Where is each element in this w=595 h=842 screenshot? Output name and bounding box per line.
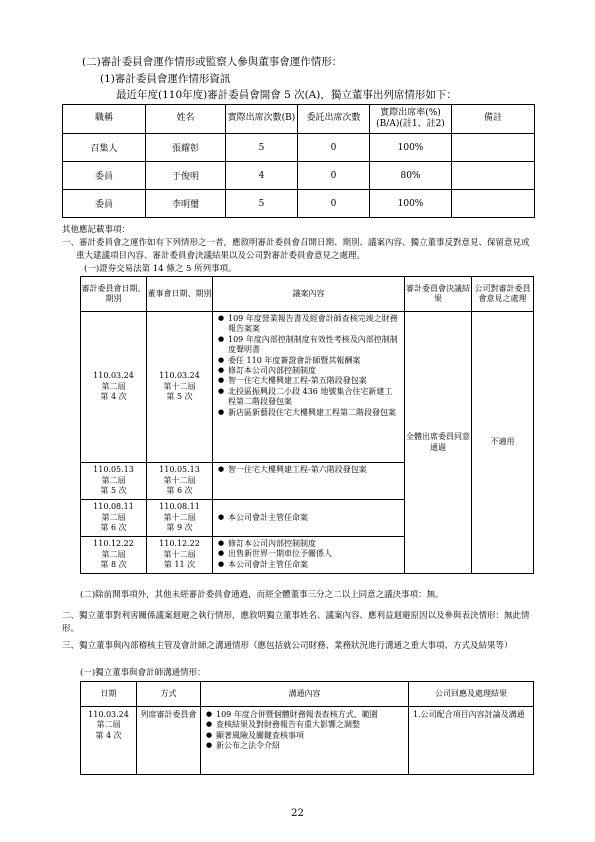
ac-date: 110.12.22: [93, 539, 134, 549]
communication-subheading: (一)獨立董事與會計師溝通情形：: [80, 668, 206, 678]
ac-date: 110.08.11: [93, 502, 134, 512]
agenda-list: [217, 513, 400, 523]
list-item: ● 智一住宅大樓興建工程-第五階段發包案: [228, 376, 400, 386]
ac-date: 110.05.13: [93, 465, 134, 475]
content-list: [205, 710, 404, 752]
list-item: ● 顯著風險及關鍵查核事項: [216, 731, 404, 741]
list-item: ● 修訂本公司內部控制制度: [228, 539, 400, 549]
bd-term: 第十二屆: [163, 512, 196, 522]
cell-proxy: 0: [298, 134, 370, 162]
col-method: 方式: [137, 682, 201, 707]
ac-term: 第二屆: [101, 381, 126, 391]
cell-bd-date: [147, 312, 213, 463]
cell-title: 召集人: [63, 134, 146, 162]
paragraph-communication: 三、獨立董事與內部稽核主管及會計師之溝通情形（應包括就公司財務、業務狀況進行溝通之重大事項、方式及結果等）: [62, 641, 513, 651]
meeting-summary: 最近年度(110年度)審計委員會開會 5 次(A)，獨立董事出列席情形如下：: [116, 89, 457, 101]
col-rate: 實際出席率(%)(B/A)(註1、註2): [370, 105, 452, 134]
cell-bd-date: [147, 500, 213, 537]
cell-ac-date: [81, 500, 147, 537]
audit-committee-table: [80, 276, 534, 574]
subsection-heading: (1)審計委員會運作情形資訊: [100, 73, 231, 85]
table-row: [81, 312, 534, 463]
bd-date: 110.12.22: [159, 539, 200, 549]
ac-term: 第二屆: [101, 512, 126, 522]
list-item: ● 新公布之法令介紹: [216, 741, 404, 751]
col-agenda: 議案內容: [213, 277, 405, 312]
cell-remarks: [452, 190, 535, 218]
cell-attended: 4: [226, 162, 298, 190]
bd-session: 第 9 次: [166, 523, 193, 533]
col-ac-date: 審計委員會日期、期別: [81, 277, 147, 312]
bd-date: 110.05.13: [159, 465, 200, 475]
agenda-list: [217, 314, 400, 418]
agenda-list: [217, 539, 400, 570]
bd-term: 第十二屆: [163, 549, 196, 559]
list-item: ● 109 年度內部控制制度有效性考核及內部控制制度聲明書: [228, 335, 400, 356]
ac-session: 第 4 次: [100, 392, 127, 402]
cell-rate: 80%: [370, 162, 452, 190]
cell-agenda: [213, 537, 405, 574]
cell-name: 于俊明: [146, 162, 226, 190]
bd-term: 第十二屆: [163, 475, 196, 485]
col-handling: 公司對審計委員會意見之處理: [472, 277, 534, 312]
col-proxy: 委託出席次數: [298, 105, 370, 134]
col-attended: 實際出席次數(B): [226, 105, 298, 134]
col-remarks: 備註: [452, 105, 535, 134]
cell-ac-date: [81, 463, 147, 500]
cell-title: 委員: [63, 162, 146, 190]
note-other-resolutions: (二)除前開事項外，其他未經審計委員會通過，而經全體董事三分之二以上同意之議決事項：無。: [80, 590, 444, 600]
cell-agenda: [213, 500, 405, 537]
other-matters-title: 其他應記載事項：: [62, 225, 131, 235]
col-result: 審計委員會決議結果: [405, 277, 472, 312]
list-item: ● 本公司會計主管任命案: [228, 513, 400, 523]
bd-term: 第十二屆: [163, 381, 196, 391]
ac-date: 110.03.24: [93, 371, 134, 381]
communication-table: [80, 681, 534, 775]
table-row: [63, 162, 535, 190]
col-name: 姓名: [146, 105, 226, 134]
attendance-table: [62, 104, 535, 218]
ac-term: 第二屆: [101, 549, 126, 559]
cell-proxy: 0: [298, 162, 370, 190]
col-response: 公司回應及處理結果: [409, 682, 534, 707]
cell-content: [201, 707, 409, 775]
cell-date: [81, 707, 137, 775]
col-bd-date: 董事會日期、期別: [147, 277, 213, 312]
bd-session: 第 11 次: [163, 560, 196, 570]
ac-session: 第 8 次: [100, 560, 127, 570]
cell-ac-date: [81, 312, 147, 463]
ac-term: 第二屆: [101, 475, 126, 485]
cell-attended: 5: [226, 134, 298, 162]
col-title: 職稱: [63, 105, 146, 134]
list-item: ● 修訂本公司內部控制制度: [228, 366, 400, 376]
list-item: ● 北投區振興段二小段 436 地號集合住宅新建工程第二階段發包案: [228, 387, 400, 408]
comm-header-row: [81, 682, 534, 707]
audit-header-row: [81, 277, 534, 312]
list-item: ● 智一住宅大樓興建工程-第六階段發包案: [228, 465, 400, 475]
bd-session: 第 5 次: [166, 392, 193, 402]
cell-attended: 5: [226, 190, 298, 218]
list-item: ● 109 年度營業報告書及經會計師查核完竣之財務報告案案: [228, 314, 400, 335]
bd-date: 110.03.24: [159, 371, 200, 381]
section-heading: (二)審計委員會運作情形或監察人參與董事會運作情形：: [82, 56, 343, 68]
list-item: ● 新店區新藝段住宅大樓興建工程第二階段發包案: [228, 408, 400, 418]
cell-name: 李明璽: [146, 190, 226, 218]
cell-response: 1.公司配合項目內容討論及溝通: [409, 707, 534, 775]
cell-rate: 100%: [370, 190, 452, 218]
cell-ac-date: [81, 537, 147, 574]
other-matters-item-1: 一、審計委員會之運作如有下列情形之一者，應敘明審計委員會召開日期、期別、議案內容、獨立董事反對意見、保留意見或重大建議項目內容、審計委員會決議結果以及公司對審計委員會意見之處理。: [62, 238, 530, 261]
table-row: [63, 190, 535, 218]
list-item: ● 本公司會計主管任命案: [228, 560, 400, 570]
comm-term: 第二屆: [96, 720, 121, 730]
cell-bd-date: [147, 537, 213, 574]
bd-date: 110.08.11: [159, 502, 200, 512]
col-date: 日期: [81, 682, 137, 707]
list-item: ● 出售新世界一期車位予關係人: [228, 549, 400, 559]
list-item: ● 委任 110 年度簽證會計師暨其報酬案: [228, 356, 400, 366]
cell-handling: 不適用: [472, 312, 534, 574]
cell-name: 張耀彰: [146, 134, 226, 162]
cell-result: 全體出席委員同意通過: [405, 312, 472, 574]
cell-remarks: [452, 162, 535, 190]
cell-agenda: [213, 463, 405, 500]
comm-date: 110.03.24: [88, 710, 129, 719]
cell-rate: 100%: [370, 134, 452, 162]
list-item: ● 109 年度合併暨個體財務報表查核方式、範圍: [216, 710, 404, 720]
cell-title: 委員: [63, 190, 146, 218]
paragraph-recusal: 二、獨立董事對利害關係議案迴避之執行情形，應敘明獨立董事姓名、議案內容、應利益迴避原因以及參與表決情形：無此情形。: [62, 611, 530, 634]
cell-method: 列席審計委員會: [137, 707, 201, 775]
cell-bd-date: [147, 463, 213, 500]
attendance-header-row: [63, 105, 535, 134]
ac-session: 第 6 次: [100, 523, 127, 533]
page-number: 22: [291, 808, 304, 819]
table-row: [63, 134, 535, 162]
ac-session: 第 5 次: [100, 486, 127, 496]
agenda-list: [217, 465, 400, 475]
col-content: 溝通內容: [201, 682, 409, 707]
bd-session: 第 6 次: [166, 486, 193, 496]
comm-session: 第 4 次: [95, 730, 122, 740]
cell-remarks: [452, 134, 535, 162]
list-item: ● 查核結果及對財務報告有重大影響之調整: [216, 720, 404, 730]
cell-proxy: 0: [298, 190, 370, 218]
other-matters: [62, 224, 534, 276]
other-matters-item-1-sub: (一)證券交易法第 14 條之 5 所列事項。: [84, 264, 237, 274]
cell-agenda: [213, 312, 405, 463]
table-row: [81, 707, 534, 775]
